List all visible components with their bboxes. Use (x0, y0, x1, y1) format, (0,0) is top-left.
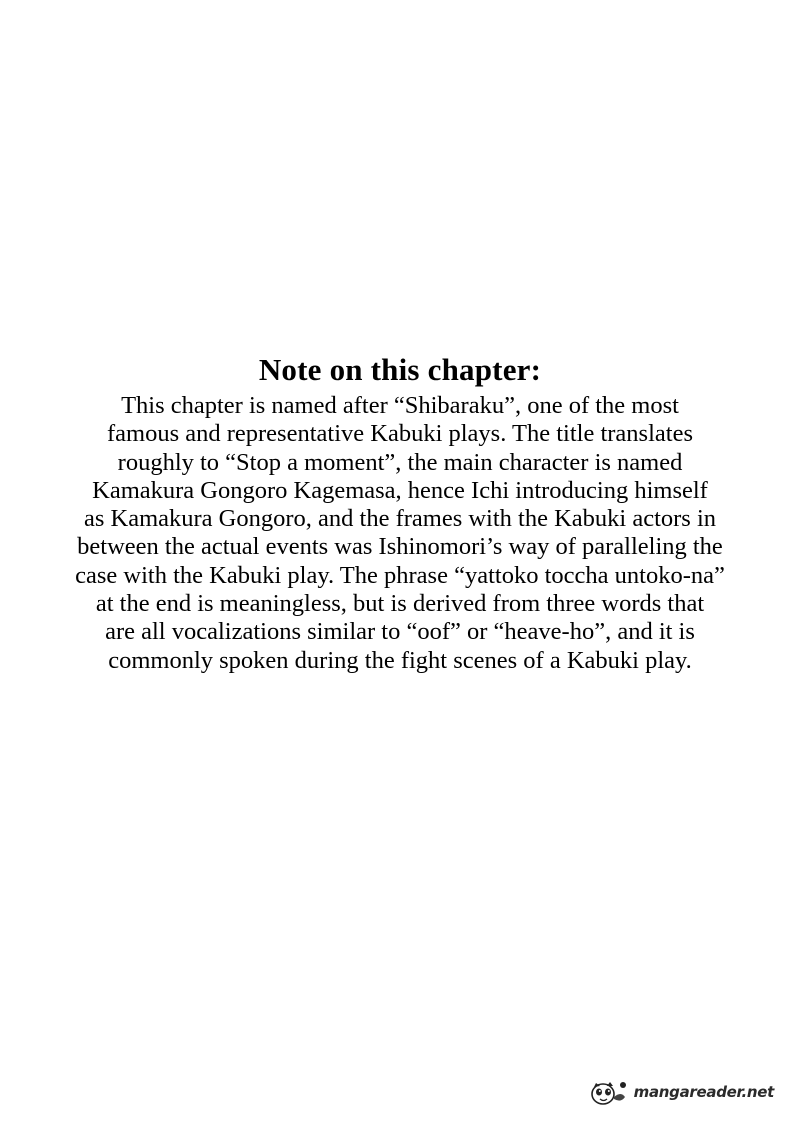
note-line: roughly to “Stop a moment”, the main character is named (117, 448, 683, 476)
note-line: commonly spoken during the fight scenes of a Kabuki play. (108, 646, 692, 674)
watermark-text: mangareader.net (633, 1083, 774, 1101)
note-line: This chapter is named after “Shibaraku”, one of the most (121, 392, 679, 419)
note-line: case with the Kabuki play. The phrase “yattoko toccha untoko-na” (75, 561, 725, 589)
note-body (40, 392, 760, 675)
note-line: famous and representative Kabuki plays. The title translates (106, 420, 693, 448)
mascot-icon (588, 1077, 630, 1107)
note-line: are all vocalizations similar to “oof” or “heave-ho”, and it is (105, 618, 695, 646)
watermark (588, 1077, 774, 1107)
note-line: between the actual events was Ishinomori’s way of paralleling the (77, 533, 723, 561)
chapter-note (40, 350, 760, 675)
note-title: Note on this chapter: (258, 352, 542, 387)
note-line: Kamakura Gongoro Kagemasa, hence Ichi introducing himself (92, 476, 708, 504)
note-line: as Kamakura Gongoro, and the frames with the Kabuki actors in (83, 505, 717, 533)
note-line: at the end is meaningless, but is derived from three words that (95, 590, 705, 618)
